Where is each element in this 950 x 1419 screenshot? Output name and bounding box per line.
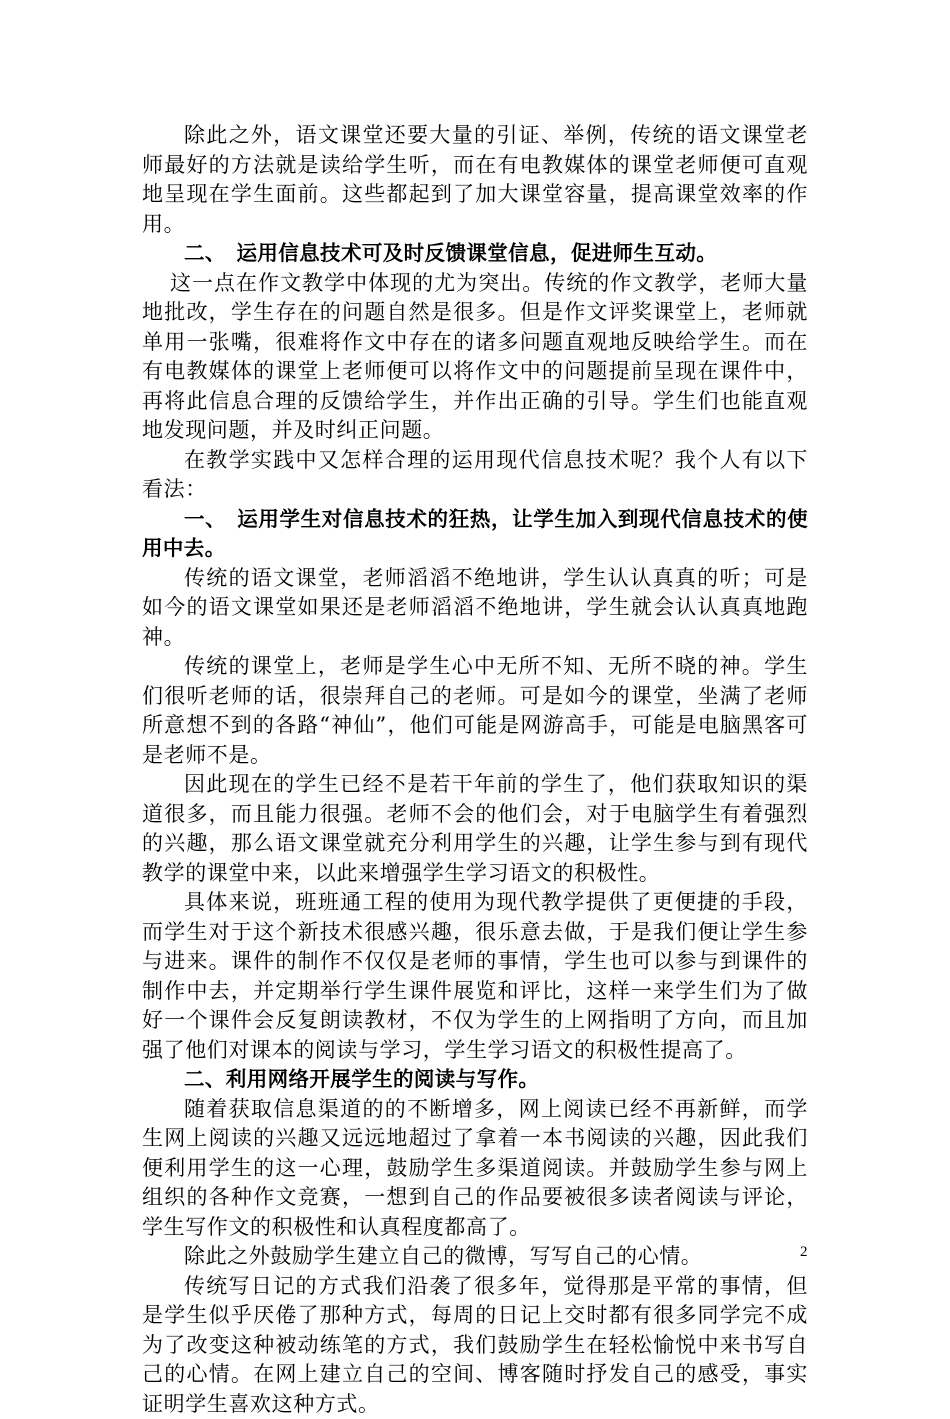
paragraph: 除此之外，语文课堂还要大量的引证、举例，传统的语文课堂老师最好的方法就是读给学生听，而在有电教媒体的课堂老师便可直观地呈现在学生面前。这些都起到了加大课堂容量，提高课堂效率的作用。	[142, 121, 808, 239]
paragraph: 除此之外鼓励学生建立自己的微博，写写自己的心情。	[142, 1242, 808, 1272]
paragraph: 具体来说，班班通工程的使用为现代教学提供了更便捷的手段，而学生对于这个新技术很感兴趣，很乐意去做，于是我们便让学生参与进来。课件的制作不仅仅是老师的事情，学生也可以参与到课件的制作中去，并定期举行学生课件展览和评比，这样一来学生们为了做好一个课件会反复朗读教材，不仅为学生的上网指明了方向，而且加强了他们对课本的阅读与学习，学生学习语文的积极性提高了。	[142, 888, 808, 1065]
page-number: 2	[800, 1244, 808, 1261]
section-heading: 一、 运用学生对信息技术的狂热，让学生加入到现代信息技术的使用中去。	[142, 505, 808, 564]
paragraph: 传统的课堂上，老师是学生心中无所不知、无所不晓的神。学生们很听老师的话，很崇拜自己的老师。可是如今的课堂，坐满了老师所意想不到的各路“神仙”，他们可能是网游高手，可能是电脑黑客可是老师不是。	[142, 652, 808, 770]
section-heading: 二、 运用信息技术可及时反馈课堂信息，促进师生互动。	[142, 239, 808, 269]
paragraph: 传统写日记的方式我们沿袭了很多年，觉得那是平常的事情，但是学生似乎厌倦了那种方式，每周的日记上交时都有很多同学完不成为了改变这种被动练笔的方式，我们鼓励学生在轻松愉悦中来书写自己的心情。在网上建立自己的空间、博客随时抒发自己的感受，事实证明学生喜欢这种方式。	[142, 1272, 808, 1419]
paragraph: 传统的语文课堂，老师滔滔不绝地讲，学生认认真真的听；可是如今的语文课堂如果还是老师滔滔不绝地讲，学生就会认认真真地跑神。	[142, 564, 808, 653]
paragraph: 在教学实践中又怎样合理的运用现代信息技术呢？我个人有以下看法：	[142, 446, 808, 505]
section-heading: 二、利用网络开展学生的阅读与写作。	[142, 1065, 808, 1095]
paragraph: 随着获取信息渠道的的不断增多，网上阅读已经不再新鲜，而学生网上阅读的兴趣又远远地超过了拿着一本书阅读的兴趣，因此我们便利用学生的这一心理，鼓励学生多渠道阅读。并鼓励学生参与网上组织的各种作文竞赛，一想到自己的作品要被很多读者阅读与评论，学生写作文的积极性和认真程度都高了。	[142, 1095, 808, 1243]
document-body	[142, 121, 808, 1419]
paragraph: 因此现在的学生已经不是若干年前的学生了，他们获取知识的渠道很多，而且能力很强。老师不会的他们会，对于电脑学生有着强烈的兴趣，那么语文课堂就充分利用学生的兴趣，让学生参与到有现代教学的课堂中来，以此来增强学生学习语文的积极性。	[142, 770, 808, 888]
paragraph: 这一点在作文教学中体现的尤为突出。传统的作文教学，老师大量地批改，学生存在的问题自然是很多。但是作文评奖课堂上，老师就单用一张嘴，很难将作文中存在的诸多问题直观地反映给学生。而在有电教媒体的课堂上老师便可以将作文中的问题提前呈现在课件中，再将此信息合理的反馈给学生，并作出正确的引导。学生们也能直观地发现问题，并及时纠正问题。	[142, 269, 808, 446]
